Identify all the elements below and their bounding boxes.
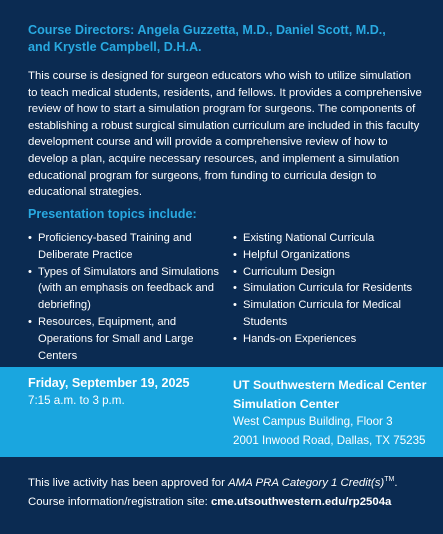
- venue-building: West Campus Building, Floor 3: [233, 415, 393, 429]
- course-directors: [28, 22, 423, 56]
- topic-item: • Types of Simulators and Simulations (with an emphasis on feedback and debriefing): [28, 264, 224, 314]
- course-directors-line-2: and Krystle Campbell, D.H.A.: [28, 40, 202, 54]
- topic-item: • Hands-on Experiences: [233, 331, 429, 348]
- credit-name: AMA PRA Category 1 Credit(s): [228, 476, 385, 489]
- credit-approval: [28, 470, 433, 493]
- credit-approval-suffix: .: [394, 476, 398, 489]
- event-venue: [233, 376, 438, 450]
- venue-center: Simulation Center: [233, 396, 340, 411]
- topic-item: • Curriculum Design: [233, 264, 429, 281]
- credit-approval-prefix: This live activity has been approved for: [28, 476, 229, 489]
- course-directors-line-1: Course Directors: Angela Guzzetta, M.D., Daniel Scott, M.D.,: [28, 23, 386, 37]
- event-time: 7:15 a.m. to 3 p.m.: [28, 394, 125, 407]
- venue-address: 2001 Inwood Road, Dallas, TX 75235: [233, 433, 426, 447]
- footer: [28, 470, 433, 512]
- topic-item: • Helpful Organizations: [233, 247, 429, 264]
- topic-list-left: [28, 230, 224, 364]
- trademark-mark: TM: [384, 476, 395, 483]
- topic-item: • Proficiency-based Training and Deliberate Practice: [28, 230, 224, 264]
- event-date: Friday, September 19, 2025: [28, 376, 190, 390]
- topic-list-right: [233, 230, 429, 348]
- topics-heading: Presentation topics include:: [28, 207, 197, 221]
- topic-item: • Existing National Curricula: [233, 230, 429, 247]
- topic-item: • Simulation Curricula for Medical Students: [233, 297, 429, 331]
- registration-info: [28, 493, 433, 512]
- topic-item: • Simulation Curricula for Residents: [233, 280, 429, 297]
- venue-name: UT Southwestern Medical Center: [233, 378, 427, 392]
- registration-link[interactable]: cme.utsouthwestern.edu/rp2504a: [210, 495, 392, 508]
- course-description: This course is designed for surgeon educators who wish to utilize simulation to teach medical students, residents, and fellows. It provides a comprehensive review of how to start a simulation program for surgeons. The components of establishing a robust surgical simulation curriculum are included in this faculty development course and will provide a comprehensive review of how to develop a plan, acquire necessary resources, and implement a simulation educational program for surgeons, from funding to curricula design to educational strategies.: [28, 70, 422, 199]
- topic-item: • Resources, Equipment, and Operations for Small and Large Centers: [28, 314, 224, 364]
- registration-prefix: Course information/registration site:: [28, 495, 211, 508]
